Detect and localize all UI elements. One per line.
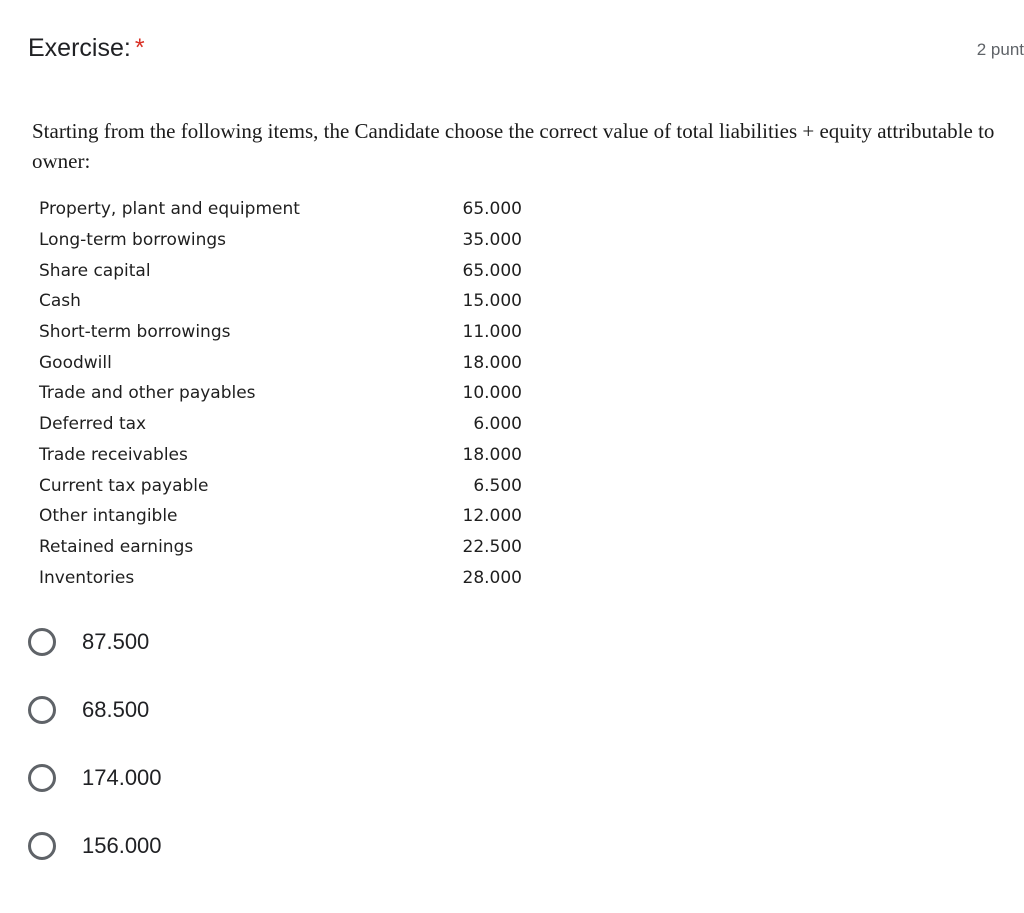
item-value: 12.000 [462, 506, 522, 527]
option-label: 87.500 [82, 629, 150, 654]
item-value: 15.000 [462, 291, 522, 312]
question-prompt-text: Starting from the following items, the Candidate choose the correct value of total liabilities + equity attributable to owner: [32, 119, 995, 173]
item-name: Goodwill [39, 352, 112, 373]
item-value: 28.000 [462, 567, 522, 588]
item-value: 18.000 [462, 444, 522, 465]
radio-button[interactable] [28, 764, 56, 792]
table-row [39, 440, 522, 471]
item-value: 11.000 [462, 322, 522, 343]
option-156000[interactable] [28, 826, 328, 866]
item-value: 22.500 [462, 536, 522, 557]
item-name: Retained earnings [39, 536, 194, 557]
item-value: 65.000 [462, 260, 522, 281]
item-name: Share capital [39, 260, 151, 281]
table-row [39, 409, 522, 440]
item-name: Current tax payable [39, 475, 209, 496]
item-name: Other intangible [39, 506, 178, 527]
points-label: 2 punt [976, 40, 1024, 59]
item-value: 18.000 [462, 352, 522, 373]
item-value: 6.000 [473, 414, 522, 435]
table-row [39, 378, 522, 409]
question-title-text: Exercise: [28, 34, 131, 62]
item-name: Short-term borrowings [39, 322, 231, 343]
question-header [28, 32, 1024, 68]
option-68500[interactable] [28, 690, 328, 730]
items-table [39, 194, 522, 593]
radio-button[interactable] [28, 628, 56, 656]
table-row [39, 470, 522, 501]
option-label: 68.500 [82, 697, 150, 722]
item-name: Deferred tax [39, 414, 147, 435]
table-row [39, 317, 522, 348]
item-value: 65.000 [462, 199, 522, 220]
radio-button[interactable] [28, 832, 56, 860]
table-row [39, 255, 522, 286]
table-row [39, 347, 522, 378]
item-value: 6.500 [473, 475, 522, 496]
table-row [39, 501, 522, 532]
item-name: Cash [39, 291, 81, 312]
table-row [39, 225, 522, 256]
table-row [39, 532, 522, 563]
item-name: Property, plant and equipment [39, 199, 300, 220]
option-label: 174.000 [82, 765, 162, 790]
item-value: 35.000 [462, 230, 522, 251]
item-name: Trade and other payables [39, 383, 256, 404]
item-name: Inventories [39, 567, 135, 588]
required-marker: * [134, 34, 145, 62]
option-label: 156.000 [82, 833, 162, 858]
table-row [39, 562, 522, 593]
item-name: Long-term borrowings [39, 230, 226, 251]
question-image [28, 112, 1024, 602]
table-row [39, 286, 522, 317]
radio-button[interactable] [28, 696, 56, 724]
option-174000[interactable] [28, 758, 328, 798]
option-87500[interactable] [28, 622, 328, 662]
table-row [39, 194, 522, 225]
item-value: 10.000 [462, 383, 522, 404]
question-title [28, 32, 145, 64]
item-name: Trade receivables [39, 444, 188, 465]
